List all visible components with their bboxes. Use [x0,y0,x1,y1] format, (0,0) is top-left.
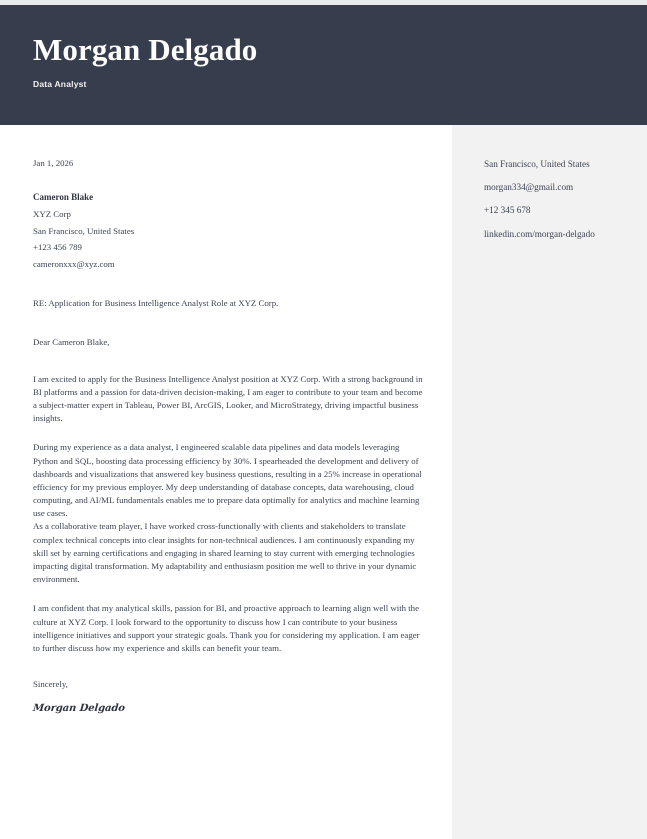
recipient-email: cameronxxx@xyz.com [33,259,115,270]
letter-date: Jan 1, 2026 [33,158,74,168]
applicant-job-title: Data Analyst [33,78,87,89]
signature: Morgan Delgado [32,702,126,714]
contact-location: San Francisco, United States [484,159,590,169]
contact-linkedin[interactable]: linkedin.com/morgan-delgado [484,228,595,239]
recipient-block [33,193,425,269]
recipient-company: XYZ Corp [33,208,71,219]
letter-paragraph: As a collaborative team player, I have worked cross-functionally with clients and stakeholders to translate complex technical concepts into clear insights for non-technical audiences. I am continuously expanding my skill set by earning certifications and engaging in shared learning to stay current with emerging technologies impacting digital transformation. My adaptability and enthusiasm position me well to thrive in your dynamic environment. [33,521,417,585]
recipient-name: Cameron Blake [33,191,94,202]
letter-paragraphs [33,373,425,656]
applicant-name: Morgan Delgado [33,32,258,67]
letter-paragraph: During my experience as a data analyst, I engineered scalable data pipelines and data models leveraging Python and SQL, boosting data processing efficiency by 30%. I spearheaded the development and delivery of dashboards and visualizations that answered key business questions, resulting in a 25% increase in operational efficiency for my previous employer. My deep understanding of database concepts, data warehousing, cloud computing, and AI/ML fundamentals enables me to prepare data optimally for analytics and machine learning use cases. [33,442,422,519]
recipient-phone: +123 456 789 [33,242,82,253]
letter-body [0,125,452,839]
letter-salutation: Dear Cameron Blake, [33,336,110,347]
letter-paragraph: I am confident that my analytical skills, passion for BI, and proactive approach to learning align well with the culture at XYZ Corp. I look forward to the opportunity to discuss how I can contribute to your business intelligence initiatives and support your strategic goals. Thank you for considering my application. I am eager to further discuss how my experience and skills can benefit your team. [33,603,420,653]
letter-subject: RE: Application for Business Intelligence Analyst Role at XYZ Corp. [33,297,279,308]
contact-email[interactable]: morgan334@gmail.com [484,182,574,193]
letter-header [0,5,647,125]
contact-sidebar [452,125,647,839]
contact-phone[interactable]: +12 345 678 [484,205,531,216]
letter-paragraph: I am excited to apply for the Business Intelligence Analyst position at XYZ Corp. With a strong background in BI platforms and a passion for data-driven decision-making, I am eager to contribute to your team and become a subject-matter expert in Tableau, Power BI, ArcGIS, Looker, and MicroStrategy, driving impactful business insights. [33,373,423,424]
letter-closing: Sincerely, [33,679,68,690]
recipient-location: San Francisco, United States [33,225,135,236]
